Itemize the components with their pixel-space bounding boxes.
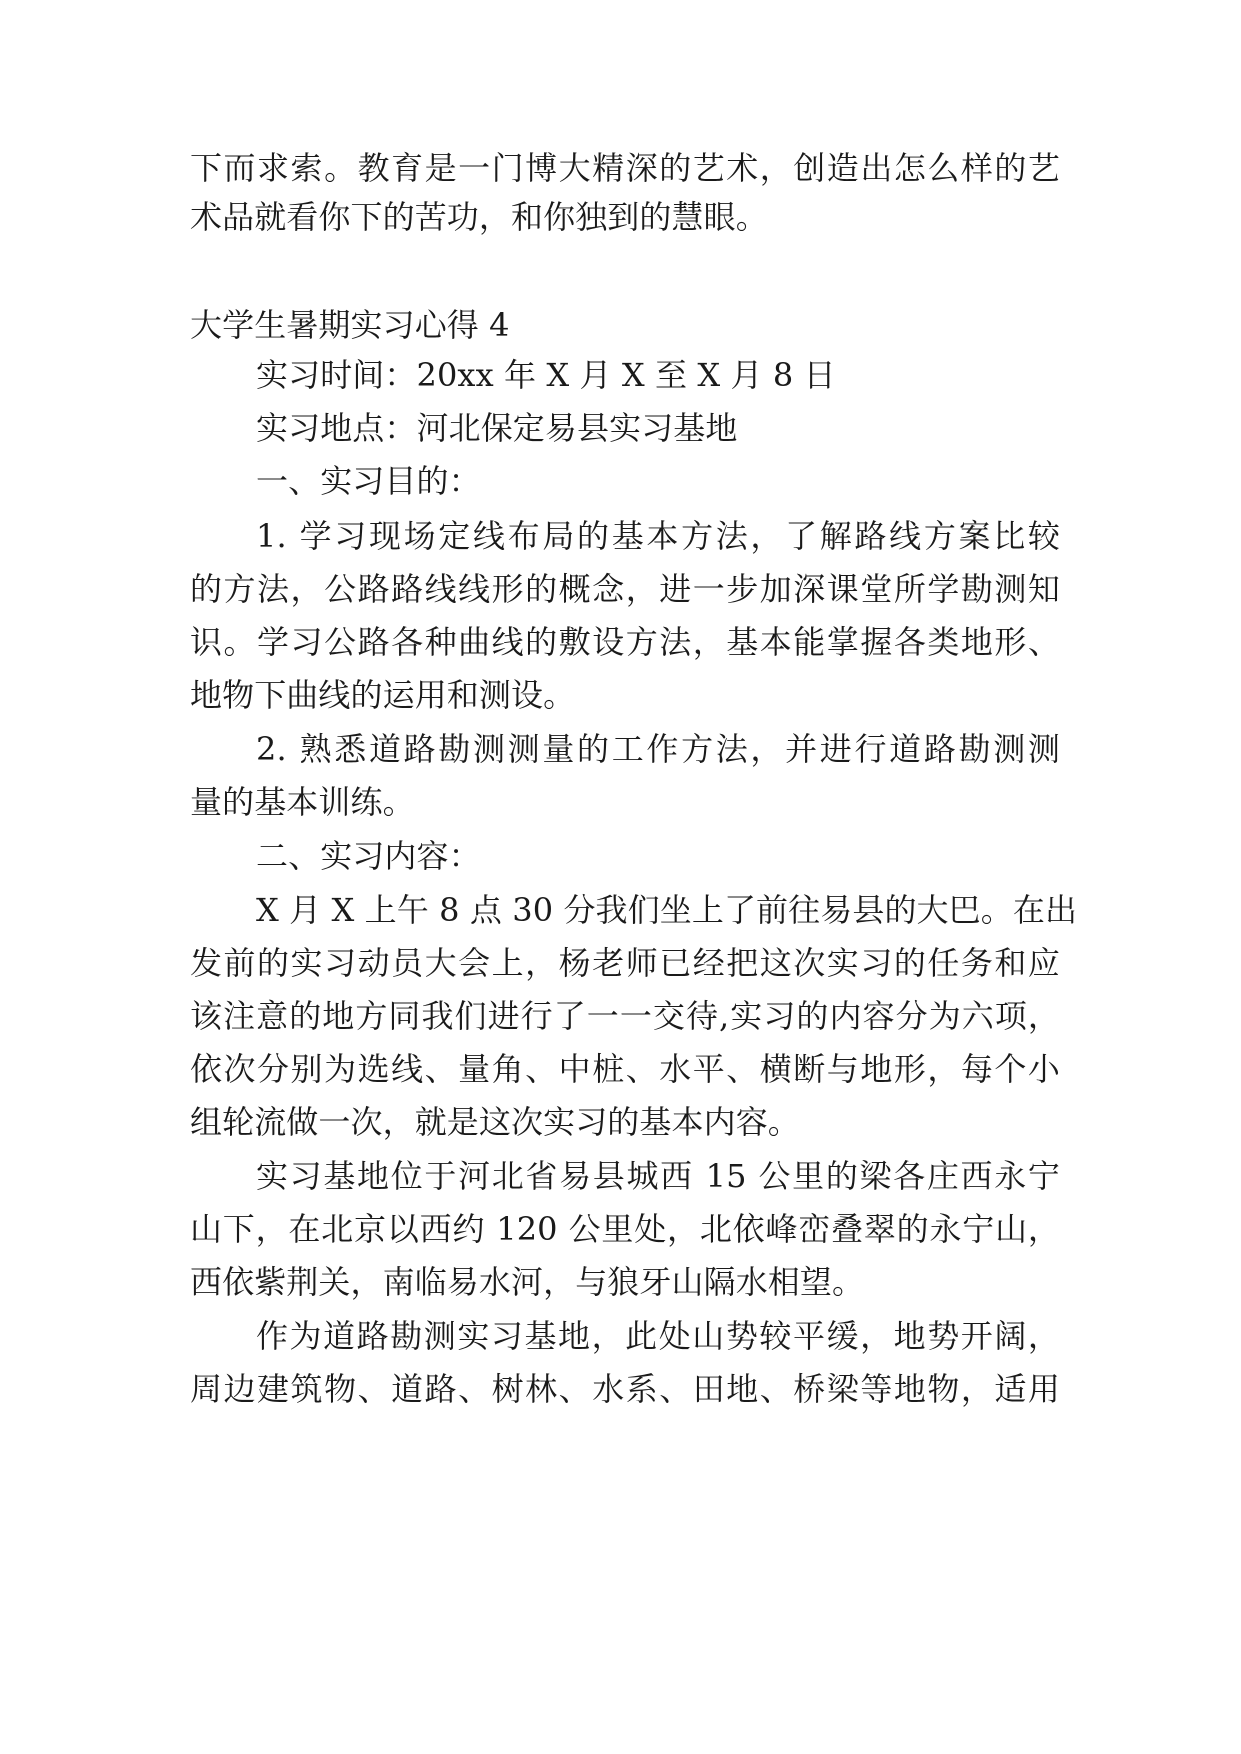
paragraph-line: 该注意的地方同我们进行了一一交待,实习的内容分为六项， xyxy=(190,997,1060,1035)
paragraph-line: 的方法，公路路线线形的概念，进一步加深课堂所学勘测知 xyxy=(190,570,1060,608)
section-heading: 大学生暑期实习心得 4 xyxy=(190,306,510,344)
paragraph-line: 西依紫荆关，南临易水河，与狼牙山隔水相望。 xyxy=(190,1263,865,1301)
paragraph-line: 2. 熟悉道路勘测测量的工作方法，并进行道路勘测测 xyxy=(256,730,1060,768)
paragraph-line: 1. 学习现场定线布局的基本方法，了解路线方案比较 xyxy=(256,517,1060,555)
paragraph-line: 山下，在北京以西约 120 公里处，北依峰峦叠翠的永宁山， xyxy=(190,1210,1060,1248)
internship-location: 实习地点：河北保定易县实习基地 xyxy=(256,409,738,447)
paragraph-line: 术品就看你下的苦功，和你独到的慧眼。 xyxy=(190,198,768,236)
paragraph-line: 作为道路勘测实习基地，此处山势较平缓，地势开阔， xyxy=(256,1317,1060,1355)
subheading-content: 二、实习内容： xyxy=(256,837,481,875)
paragraph-line: 地物下曲线的运用和测设。 xyxy=(190,676,576,714)
subheading-purpose: 一、实习目的： xyxy=(256,462,481,500)
paragraph-line: 周边建筑物、道路、树林、水系、田地、桥梁等地物，适用 xyxy=(190,1370,1060,1408)
paragraph-line: 实习基地位于河北省易县城西 15 公里的梁各庄西永宁 xyxy=(256,1157,1060,1195)
paragraph-line: 组轮流做一次，就是这次实习的基本内容。 xyxy=(190,1103,800,1141)
paragraph-line: 识。学习公路各种曲线的敷设方法，基本能掌握各类地形、 xyxy=(190,623,1060,661)
paragraph-line: X 月 X 上午 8 点 30 分我们坐上了前往易县的大巴。在出 xyxy=(256,891,1078,929)
paragraph-line: 下而求索。教育是一门博大精深的艺术，创造出怎么样的艺 xyxy=(190,149,1060,187)
internship-time: 实习时间：20xx 年 X 月 X 至 X 月 8 日 xyxy=(256,356,836,394)
paragraph-line: 发前的实习动员大会上，杨老师已经把这次实习的任务和应 xyxy=(190,944,1060,982)
paragraph-line: 依次分别为选线、量角、中桩、水平、横断与地形，每个小 xyxy=(190,1050,1060,1088)
paragraph-line: 量的基本训练。 xyxy=(190,783,415,821)
